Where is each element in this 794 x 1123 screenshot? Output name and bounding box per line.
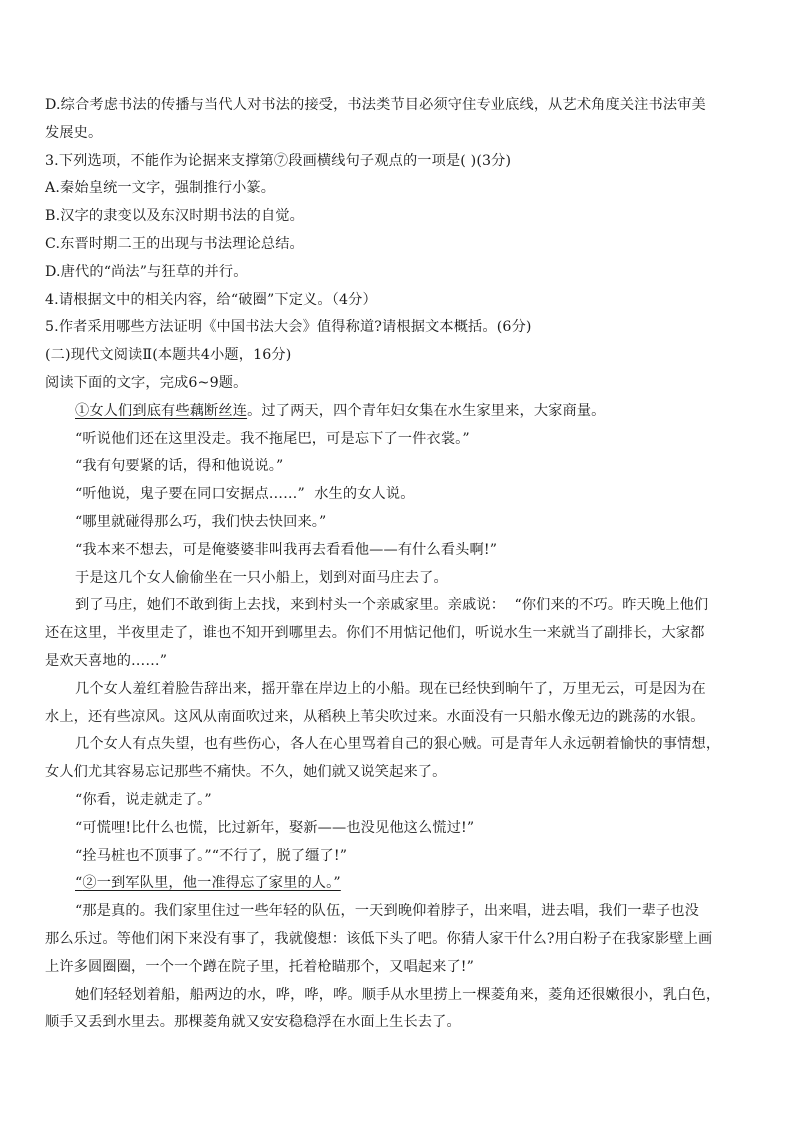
passage-paragraph-9-line-2: 水上，还有些凉风。这风从南面吹过来，从稻秧上苇尖吹过来。水面没有一只船水像无边的跳荡的水银。 bbox=[45, 708, 705, 725]
passage-paragraph-8-line-2: 还在这里，半夜里走了，谁也不知开到哪里去。你们不用惦记他们，听说水生一来就当了副排长，大家都 bbox=[45, 625, 705, 642]
reading-instruction: 阅读下面的文字，完成6~9题。 bbox=[45, 374, 248, 391]
passage-paragraph-15-line-1: “那是真的。我们家里住过一些年轻的队伍，一天到晚仰着脖子，出来唱，进去唱，我们一辈子也没 bbox=[75, 903, 699, 920]
passage-paragraph-10-line-1: 几个女人有点失望，也有些伤心，各人在心里骂着自己的狠心贼。可是青年人永远朝着愉快的事情想， bbox=[75, 736, 721, 753]
passage-paragraph-13: “拴马桩也不顶事了。”“不行了，脱了缰了!” bbox=[75, 847, 348, 864]
passage-paragraph-10-line-2: 女人们尤其容易忘记那些不痛快。不久，她们就又说笑起来了。 bbox=[45, 764, 447, 781]
passage-paragraph-12: “可慌哩!比什么也慌，比过新年，娶新——也没见他这么慌过!” bbox=[75, 819, 475, 836]
passage-paragraph-11: “你看，说走就走了。” bbox=[75, 791, 212, 808]
option-d-line-1: D.综合考虑书法的传播与当代人对书法的接受，书法类节目必须守住专业底线，从艺术角度关注书法审美 bbox=[45, 97, 706, 113]
passage-paragraph-8-line-3: 是欢天喜地的……” bbox=[45, 652, 168, 669]
passage-paragraph-5: “哪里就碰得那么巧，我们快去快回来。” bbox=[75, 513, 327, 530]
passage-paragraph-14 bbox=[45, 870, 755, 898]
question-3-option-c: C.东晋时期二王的出现与书法理论总结。 bbox=[45, 235, 304, 252]
question-3-option-a: A.秦始皇统一文字，强制推行小篆。 bbox=[45, 180, 276, 197]
question-5: 5.作者采用哪些方法证明《中国书法大会》值得称道?请根据文本概括。(6分) bbox=[45, 319, 532, 336]
option-d-line-2: 发展史。 bbox=[45, 124, 103, 141]
passage-paragraph-15-line-3: 上许多圆圈圈，一个一个蹲在院子里，托着枪瞄那个，又唱起来了!” bbox=[45, 958, 475, 975]
passage-paragraph-4: “听他说，鬼子要在同口安据点……” 水生的女人说。 bbox=[75, 486, 415, 503]
passage-paragraph-16-line-2: 顺手又丢到水里去。那棵菱角就又安安稳稳浮在水面上生长去了。 bbox=[45, 1014, 461, 1031]
passage-paragraph-8-line-1: 到了马庄，她们不敢到街上去找，来到村头一个亲戚家里。亲戚说： “你们来的不巧。昨天晚上他们 bbox=[75, 597, 709, 614]
passage-paragraph-7: 于是这几个女人偷偷坐在一只小船上，划到对面马庄去了。 bbox=[75, 569, 448, 586]
exam-page bbox=[45, 92, 755, 1037]
section-heading: (二)现代文阅读Ⅱ(本题共4小题，16分) bbox=[45, 347, 292, 364]
passage-paragraph-6: “我本来不想去，可是俺婆婆非叫我再去看看他——有什么看头啊!” bbox=[75, 541, 498, 558]
passage-paragraph-16-line-1: 她们轻轻划着船，船两边的水，哗，哗，哗。顺手从水里捞上一棵菱角来，菱角还很嫩很小，乳白色， bbox=[75, 986, 721, 1003]
underlined-sentence-2: ②一到军队里，他一准得忘了家里的人。” bbox=[82, 875, 341, 892]
question-3: 3.下列选项，不能作为论据来支撑第⑦段画横线句子观点的一项是( )(3分) bbox=[45, 152, 512, 169]
question-4: 4.请根据文中的相关内容，给“破圈”下定义。（4分） bbox=[45, 291, 377, 308]
passage-paragraph-9-line-1: 几个女人羞红着脸告辞出来，摇开靠在岸边上的小船。现在已经快到晌午了，万里无云，可是因为在 bbox=[75, 680, 706, 697]
passage-paragraph-2: “听说他们还在这里没走。我不拖尾巴，可是忘下了一件衣裳。” bbox=[75, 430, 470, 447]
question-3-option-b: B.汉字的隶变以及东汉时期书法的自觉。 bbox=[45, 208, 304, 225]
underlined-sentence-2-quote: “ bbox=[75, 875, 83, 892]
paragraph-1-rest: 。过了两天，四个青年妇女集在水生家里来，大家商量。 bbox=[247, 402, 606, 419]
underlined-sentence-1: ①女人们到底有些藕断丝连 bbox=[75, 402, 248, 419]
passage-paragraph-15-line-2: 那么乐过。等他们闲下来没有事了，我就傻想：该低下头了吧。你猜人家干什么?用白粉子在我家影壁上画 bbox=[45, 930, 713, 947]
passage-paragraph-3: “我有句要紧的话，得和他说说。” bbox=[75, 458, 284, 475]
question-3-option-d: D.唐代的“尚法”与狂草的并行。 bbox=[45, 263, 248, 280]
passage-paragraph-1 bbox=[45, 398, 755, 426]
